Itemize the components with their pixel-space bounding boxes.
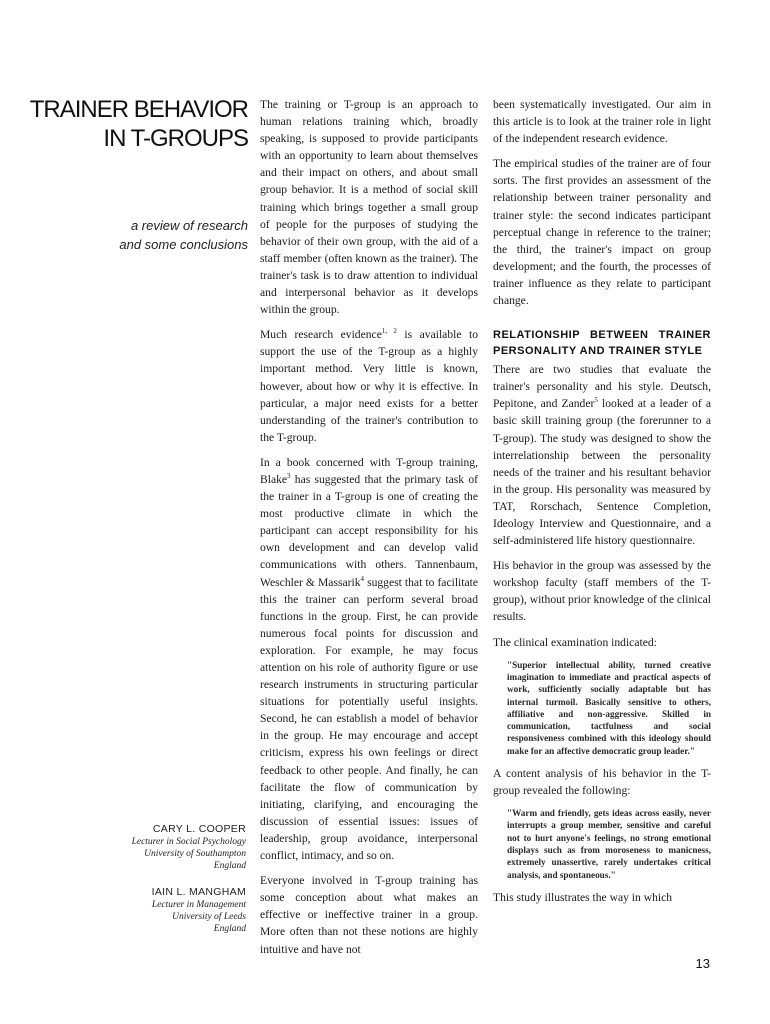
author-affiliation: England: [213, 924, 246, 934]
title-line-2: IN T-GROUPS: [103, 125, 248, 152]
author-affiliation: Lecturer in Social Psychology: [131, 837, 246, 847]
block-quote: "Superior intellectual ability, turned creative imagination to immediate and practical aspects of work, sufficiently socially adaptable but has internal turmoil. Basically sensitive to others, affiliative and non-aggressive. Skilled in communication, tactfulness and social responsiveness combined with this ideology should make for an affective democratic group leader.": [507, 659, 711, 756]
subtitle-line-2: and some conclusions: [119, 237, 248, 252]
article-title: [20, 95, 248, 153]
section-heading: RELATIONSHIP BETWEEN TRAINER PERSONALITY AND TRAINER STYLE: [493, 329, 711, 358]
author-name: CARY L. COOPER: [152, 823, 246, 835]
body-column-1: [260, 96, 478, 966]
title-line-1: TRAINER BEHAVIOR: [29, 96, 248, 123]
article-subtitle: [20, 216, 248, 254]
paragraph: The clinical examination indicated:: [493, 635, 657, 649]
author-name: IAIN L. MANGHAM: [151, 886, 246, 898]
paragraph: Much research evidence$^{1, 2}$ is available to support the use of the T-group as a highly important method. Very little is known, however, about how or why it is effective. In particular, a major need exists for a better understanding of the trainer's contribution to the T-group.: [260, 327, 478, 444]
paragraph: The training or T-group is an approach to human relations training which, broadly speaking, is supposed to provide participants with an opportunity to learn about themselves and their impact on others, and about small group behavior. It is a method of social skill training which brings together a small group of people for the purposes of studying the behavior of their own group, with the aid of a staff member (often known as the trainer). The trainer's task is to draw attention to individual and interpersonal behavior as it develops within the group.: [260, 98, 478, 317]
block-quote: "Warm and friendly, gets ideas across easily, never interrupts a group member, sensitive and careful not to hurt anyone's feelings, no strong emotional displays such as from moroseness to manicness, extremely unassertive, rarely undertakes critical analysis, and spontaneous.": [507, 808, 711, 880]
paragraph: The empirical studies of the trainer are of four sorts. The first provides an assessment of the relationship between trainer personality and trainer style: the second indicates participant perceptual change in reference to the trainer; the third, the trainer's impact on group development; and the fourth, the processes of trainer influence as they relate to participant change.: [493, 157, 711, 308]
author-block-mangham: [40, 885, 246, 935]
author-affiliation: University of Southampton: [144, 849, 246, 859]
author-affiliation: Lecturer in Management: [151, 900, 246, 910]
paragraph: In a book concerned with T-group training, Blake$^3$ has suggested that the primary task of the trainer in a T-group is one of creating the most productive climate in which the participant can accept responsibility for his own development and can develop valid communications with others. Tannenbaum, Weschler & Massarik$^4$ suggest that to facilitate this the trainer can perform several broad functions in the group. First, he can provide numerous focal points for discussion and exploration. For example, he may focus attention on his role of authority figure or use research instruments in structuring particular situations for potentially useful insights. Second, he can establish a model of behavior in the group. He may encourage and accept criticism, express his own feelings or direct feedback to other people. And finally, he can facilitate the flow of communication by initiating, clarifying, and encouraging the discussion of essential issues: issues of leadership, group avoidance, interpersonal conflict, intimacy, and so on.: [260, 455, 478, 863]
page-number: 13: [695, 956, 710, 971]
author-affiliation: England: [213, 861, 246, 871]
paragraph: This study illustrates the way in which: [493, 890, 673, 904]
paragraph: A content analysis of his behavior in the T-group revealed the following:: [493, 767, 711, 798]
author-block-cooper: [40, 822, 246, 872]
paragraph: Everyone involved in T-group training has some conception about what makes an effective or ineffective trainer in a group. More often than not these notions are highly intuitive and have not: [260, 874, 478, 956]
paragraph: His behavior in the group was assessed by the workshop faculty (staff members of the T-group), without prior knowledge of the clinical results.: [493, 559, 711, 624]
body-column-2: [493, 96, 711, 914]
author-affiliation: University of Leeds: [172, 912, 246, 922]
paragraph: been systematically investigated. Our aim in this article is to look at the trainer role in light of the independent research evidence.: [493, 98, 711, 146]
paragraph: There are two studies that evaluate the trainer's personality and his style. Deutsch, Pepitone, and Zander$^5$ looked at a leader of a basic skill training group (the forerunner to a T-group). The study was designed to show the interrelationship between the personality needs of the trainer and his resultant behavior in the group. His personality was measured by TAT, Rorschach, Sentence Completion, Ideology Interview and Questionnaire, and a self-administered life history questionnaire.: [493, 363, 711, 548]
subtitle-line-1: a review of research: [130, 218, 248, 233]
